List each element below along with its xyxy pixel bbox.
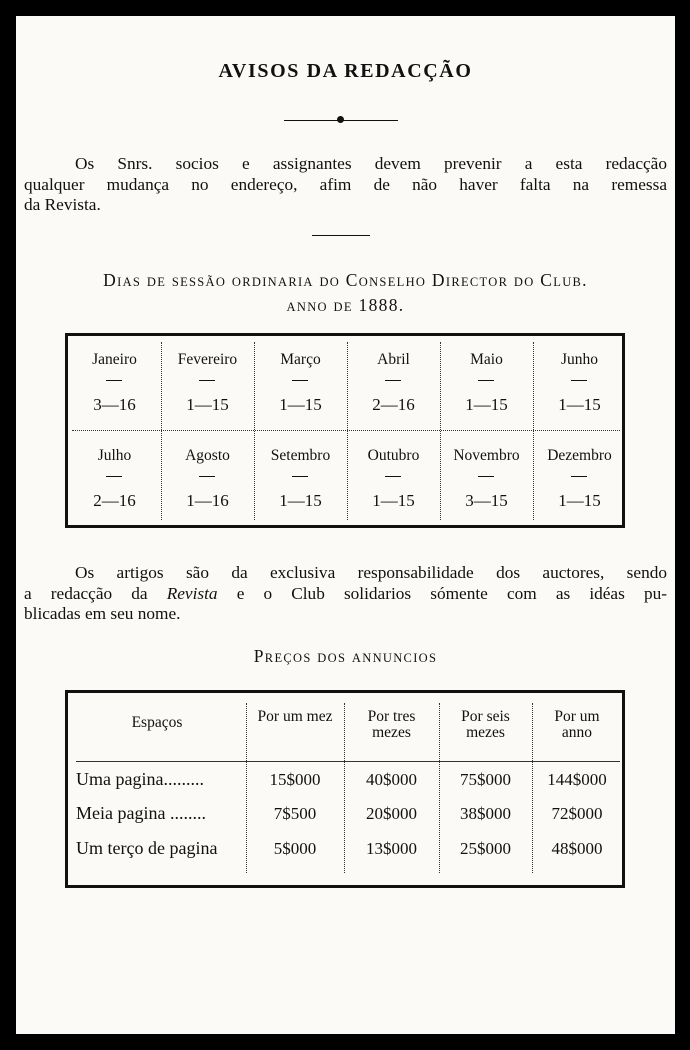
page-title: AVISOS DA REDACÇÃO [218, 60, 473, 82]
revista-italic: Revista [166, 583, 218, 603]
page [16, 16, 675, 1034]
month-name: Junho [560, 351, 599, 368]
price-header: Espaços [131, 714, 183, 731]
price-header: Por um anno [554, 708, 600, 741]
session-dates: 3—15 [465, 491, 508, 510]
dash-mark [68, 466, 161, 488]
price-row-label: Um terço de pagina [76, 838, 218, 858]
month-cell-dezembro [533, 446, 626, 511]
price-value: 13$000 [366, 839, 417, 858]
dash-mark [254, 370, 347, 392]
price-row-label: Uma pagina......... [76, 769, 204, 789]
dash-mark [440, 370, 533, 392]
month-name: Janeiro [92, 351, 137, 368]
month-cell-julho [68, 446, 161, 511]
price-value: 7$500 [273, 804, 317, 823]
month-cell-abril [347, 350, 440, 415]
session-dates: 1—15 [558, 395, 601, 414]
price-value: 15$000 [269, 770, 321, 789]
notice-line: da Revista. [24, 195, 101, 214]
month-name: Fevereiro [177, 351, 238, 368]
dash-mark [68, 370, 161, 392]
dash-mark [440, 466, 533, 488]
divider-rule [312, 235, 370, 236]
dash-mark [254, 466, 347, 488]
responsibility-line: blicadas em seu nome. [24, 604, 181, 623]
month-name: Novembro [453, 447, 520, 464]
dash-mark [347, 466, 440, 488]
responsibility-line [24, 584, 667, 605]
dash-mark [161, 370, 254, 392]
month-name: Agosto [185, 447, 230, 464]
price-value: 144$000 [547, 770, 607, 789]
row-divider [72, 430, 620, 431]
price-value: 20$000 [366, 804, 417, 823]
responsibility-line: Os artigos são da exclusiva responsabilidade dos auctores, sendo [75, 563, 667, 582]
sessions-year: ANNO DE 1888. [286, 295, 405, 315]
notice-paragraph [24, 154, 667, 216]
month-cell-agosto [161, 446, 254, 511]
price-value: 75$000 [460, 770, 511, 789]
month-name: Dezembro [547, 447, 612, 464]
sessions-heading: DIAS DE SESSÃO ORDINARIA DO CONSELHO DIRECTOR DO CLUB. [103, 270, 588, 290]
session-dates: 1—15 [186, 395, 229, 414]
price-value: 5$000 [273, 839, 317, 858]
price-value: 38$000 [460, 804, 511, 823]
session-dates: 2—16 [372, 395, 415, 414]
month-name: Maio [470, 351, 503, 368]
session-dates: 1—15 [279, 395, 322, 414]
month-cell-novembro [440, 446, 533, 511]
session-dates: 1—15 [558, 491, 601, 510]
session-dates: 1—16 [186, 491, 229, 510]
price-header: Por um mez [257, 708, 333, 725]
month-cell-março [254, 350, 347, 415]
dash-mark [533, 370, 626, 392]
sessions-table [65, 333, 625, 528]
month-name: Março [280, 351, 321, 368]
price-header: Por seis mezes [461, 708, 510, 741]
month-name: Julho [97, 447, 132, 464]
price-value: 72$000 [551, 804, 603, 823]
month-cell-maio [440, 350, 533, 415]
price-value: 40$000 [366, 770, 417, 789]
dash-mark [347, 370, 440, 392]
price-row-label: Meia pagina ........ [76, 803, 206, 823]
month-cell-junho [533, 350, 626, 415]
month-name: Outubro [367, 447, 420, 464]
session-dates: 1—15 [279, 491, 322, 510]
text-run: a redacção da [24, 583, 167, 603]
notice-line: qualquer mudança no endereço, afim de não haver falta na remessa [24, 174, 667, 194]
price-value: 48$000 [551, 839, 603, 858]
session-dates: 1—15 [372, 491, 415, 510]
month-cell-setembro [254, 446, 347, 511]
text-run: e o Club solidarios sómente com as idéas pu- [217, 583, 667, 603]
ornament-dot [337, 116, 344, 123]
session-dates: 2—16 [93, 491, 136, 510]
responsibility-paragraph [24, 563, 667, 625]
prices-table [65, 690, 625, 888]
month-name: Abril [377, 351, 410, 368]
prices-heading: PREÇOS DOS ANNUNCIOS [253, 646, 438, 666]
month-name: Setembro [270, 447, 331, 464]
notice-line: Os Snrs. socios e assignantes devem prevenir a esta redacção [75, 154, 667, 173]
dash-mark [161, 466, 254, 488]
month-cell-janeiro [68, 350, 161, 415]
price-header: Por tres mezes [367, 708, 416, 741]
dash-mark [533, 466, 626, 488]
price-value: 25$000 [460, 839, 511, 858]
session-dates: 3—16 [93, 395, 136, 414]
month-cell-fevereiro [161, 350, 254, 415]
session-dates: 1—15 [465, 395, 508, 414]
month-cell-outubro [347, 446, 440, 511]
header-divider [76, 761, 620, 762]
